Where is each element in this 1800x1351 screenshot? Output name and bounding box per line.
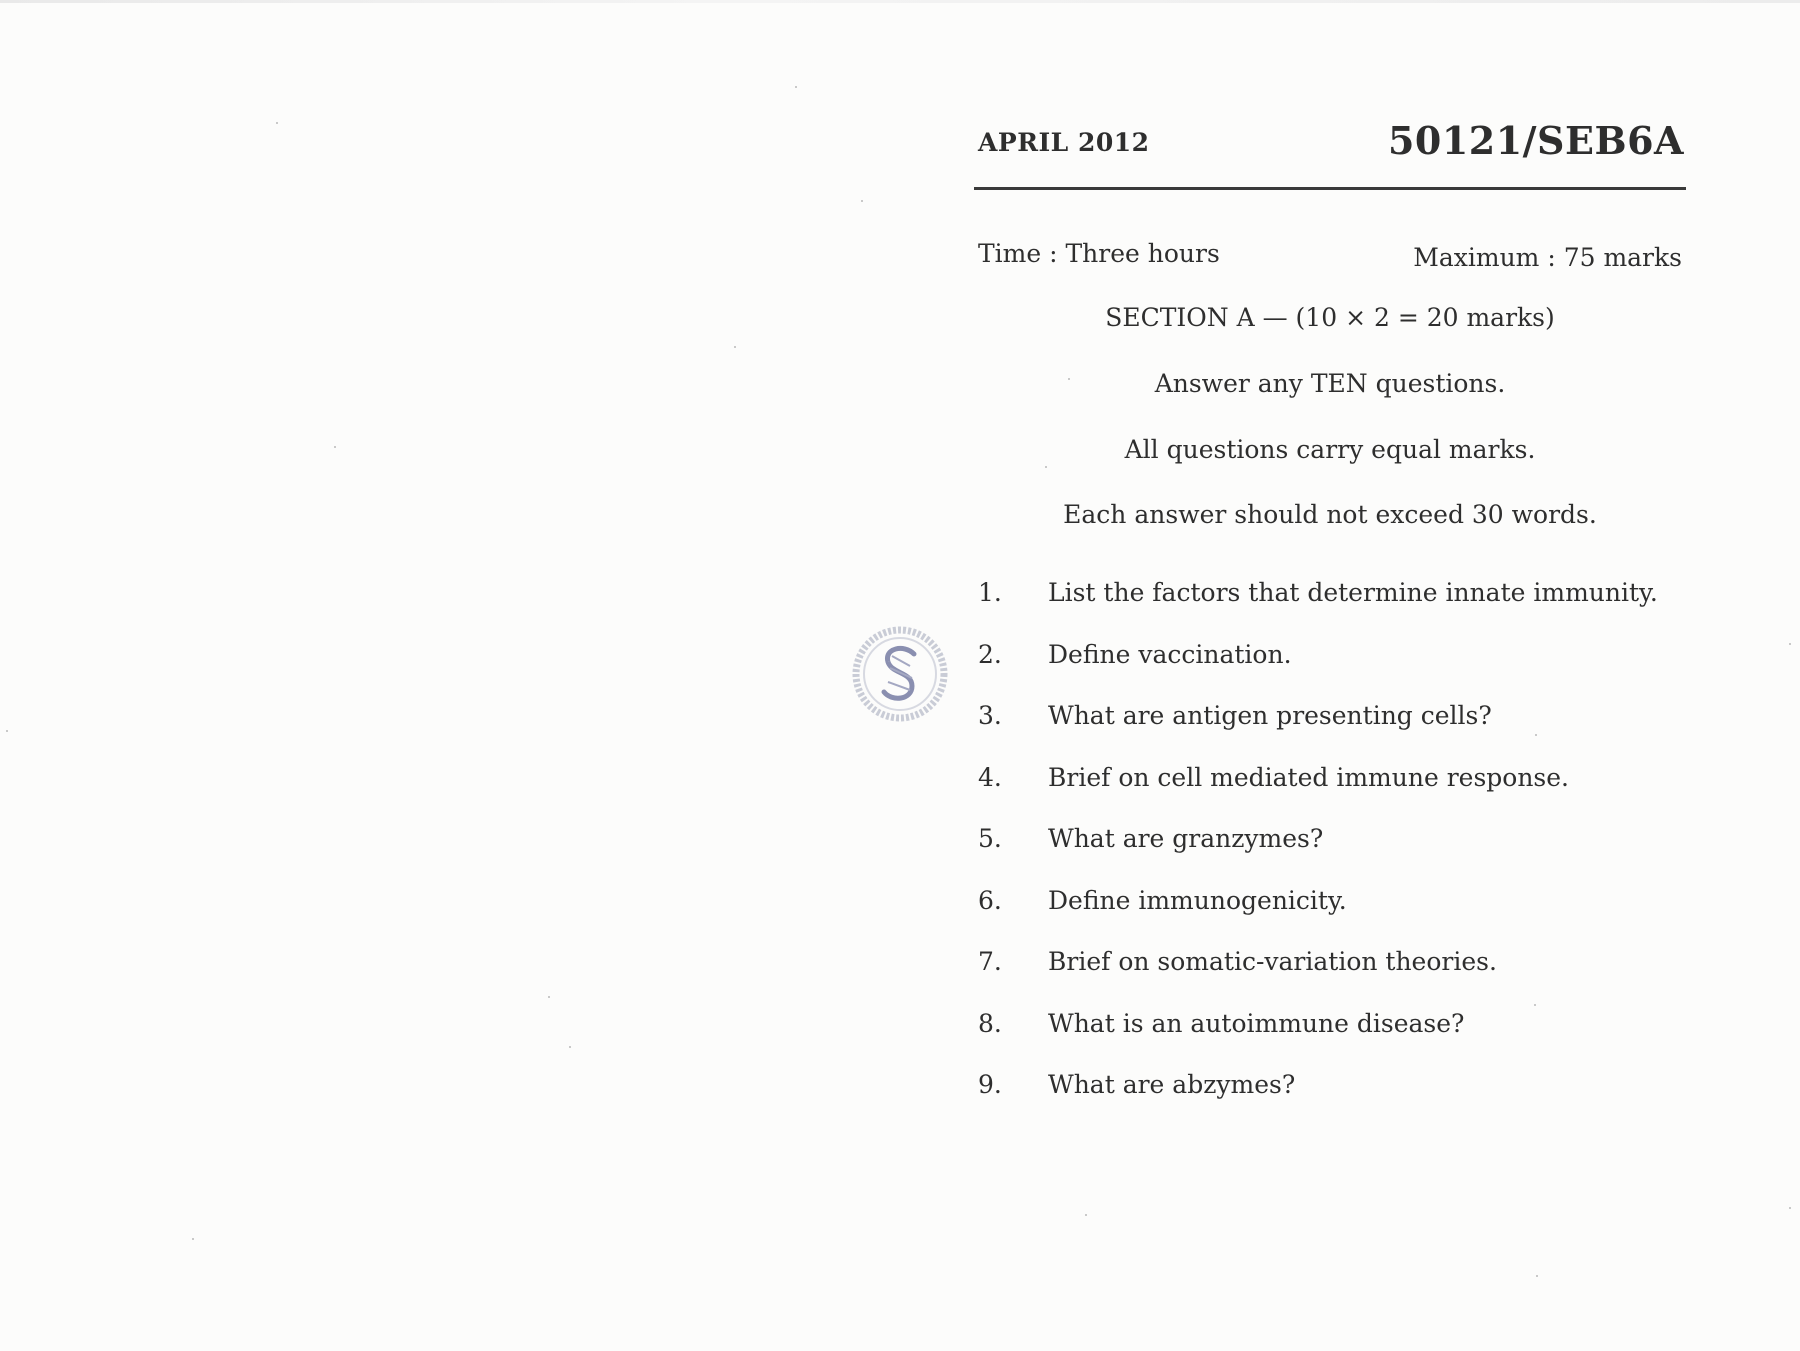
question-number: 8.	[978, 1008, 1002, 1038]
scan-speck	[1536, 1275, 1538, 1277]
scan-speck	[276, 122, 278, 124]
question-list	[978, 578, 1698, 1132]
scan-speck	[548, 996, 550, 998]
question-item	[978, 947, 1698, 1009]
scan-speck	[6, 730, 8, 732]
question-text: What are abzymes?	[1048, 1070, 1296, 1099]
question-item	[978, 578, 1698, 640]
scan-speck	[1085, 1214, 1087, 1216]
section-title: SECTION A — (10 × 2 = 20 marks)	[1105, 303, 1555, 332]
question-text: What are granzymes?	[1048, 824, 1324, 853]
question-number: 5.	[978, 824, 1002, 853]
question-number: 3.	[978, 701, 1002, 730]
scan-speck	[569, 1046, 571, 1048]
question-item	[978, 886, 1698, 948]
question-text: What are antigen presenting cells?	[1048, 701, 1492, 730]
instruction-answer-any: Answer any TEN questions.	[1154, 369, 1506, 398]
scan-speck	[1789, 1207, 1791, 1209]
exam-session: APRIL 2012	[978, 128, 1150, 157]
scan-speck	[795, 86, 797, 88]
question-number: 6.	[978, 885, 1002, 915]
instruction-equal-marks: All questions carry equal marks.	[1124, 435, 1536, 464]
question-number: 9.	[978, 1070, 1002, 1099]
question-text: Define vaccination.	[1048, 639, 1292, 669]
question-item	[978, 640, 1698, 702]
scan-edge	[0, 0, 1800, 3]
question-number: 4.	[978, 762, 1002, 792]
question-item	[978, 1070, 1698, 1132]
question-number: 7.	[978, 947, 1002, 976]
question-item	[978, 701, 1698, 763]
scan-speck	[1789, 643, 1791, 645]
question-text: List the factors that determine innate immunity.	[1048, 578, 1658, 607]
scan-speck	[192, 1238, 194, 1240]
question-number: 2.	[978, 639, 1002, 669]
question-number: 1.	[978, 578, 1002, 607]
paper-code: 50121/SEB6A	[1387, 118, 1684, 163]
dna-s-seal-icon	[852, 626, 948, 722]
question-item	[978, 763, 1698, 825]
question-text: Brief on somatic-variation theories.	[1048, 947, 1497, 976]
question-text: What is an autoimmune disease?	[1048, 1008, 1465, 1038]
question-item	[978, 824, 1698, 886]
header-rule	[974, 187, 1686, 190]
question-text: Define immunogenicity.	[1048, 885, 1347, 915]
question-item	[978, 1009, 1698, 1071]
scan-speck	[861, 200, 863, 202]
instruction-word-limit: Each answer should not exceed 30 words.	[1063, 500, 1597, 529]
question-text: Brief on cell mediated immune response.	[1048, 762, 1569, 792]
scan-speck	[334, 446, 336, 448]
scan-speck	[734, 346, 736, 348]
exam-time: Time : Three hours	[978, 239, 1220, 268]
maximum-marks: Maximum : 75 marks	[1413, 243, 1682, 272]
scan-speck	[1045, 466, 1047, 468]
